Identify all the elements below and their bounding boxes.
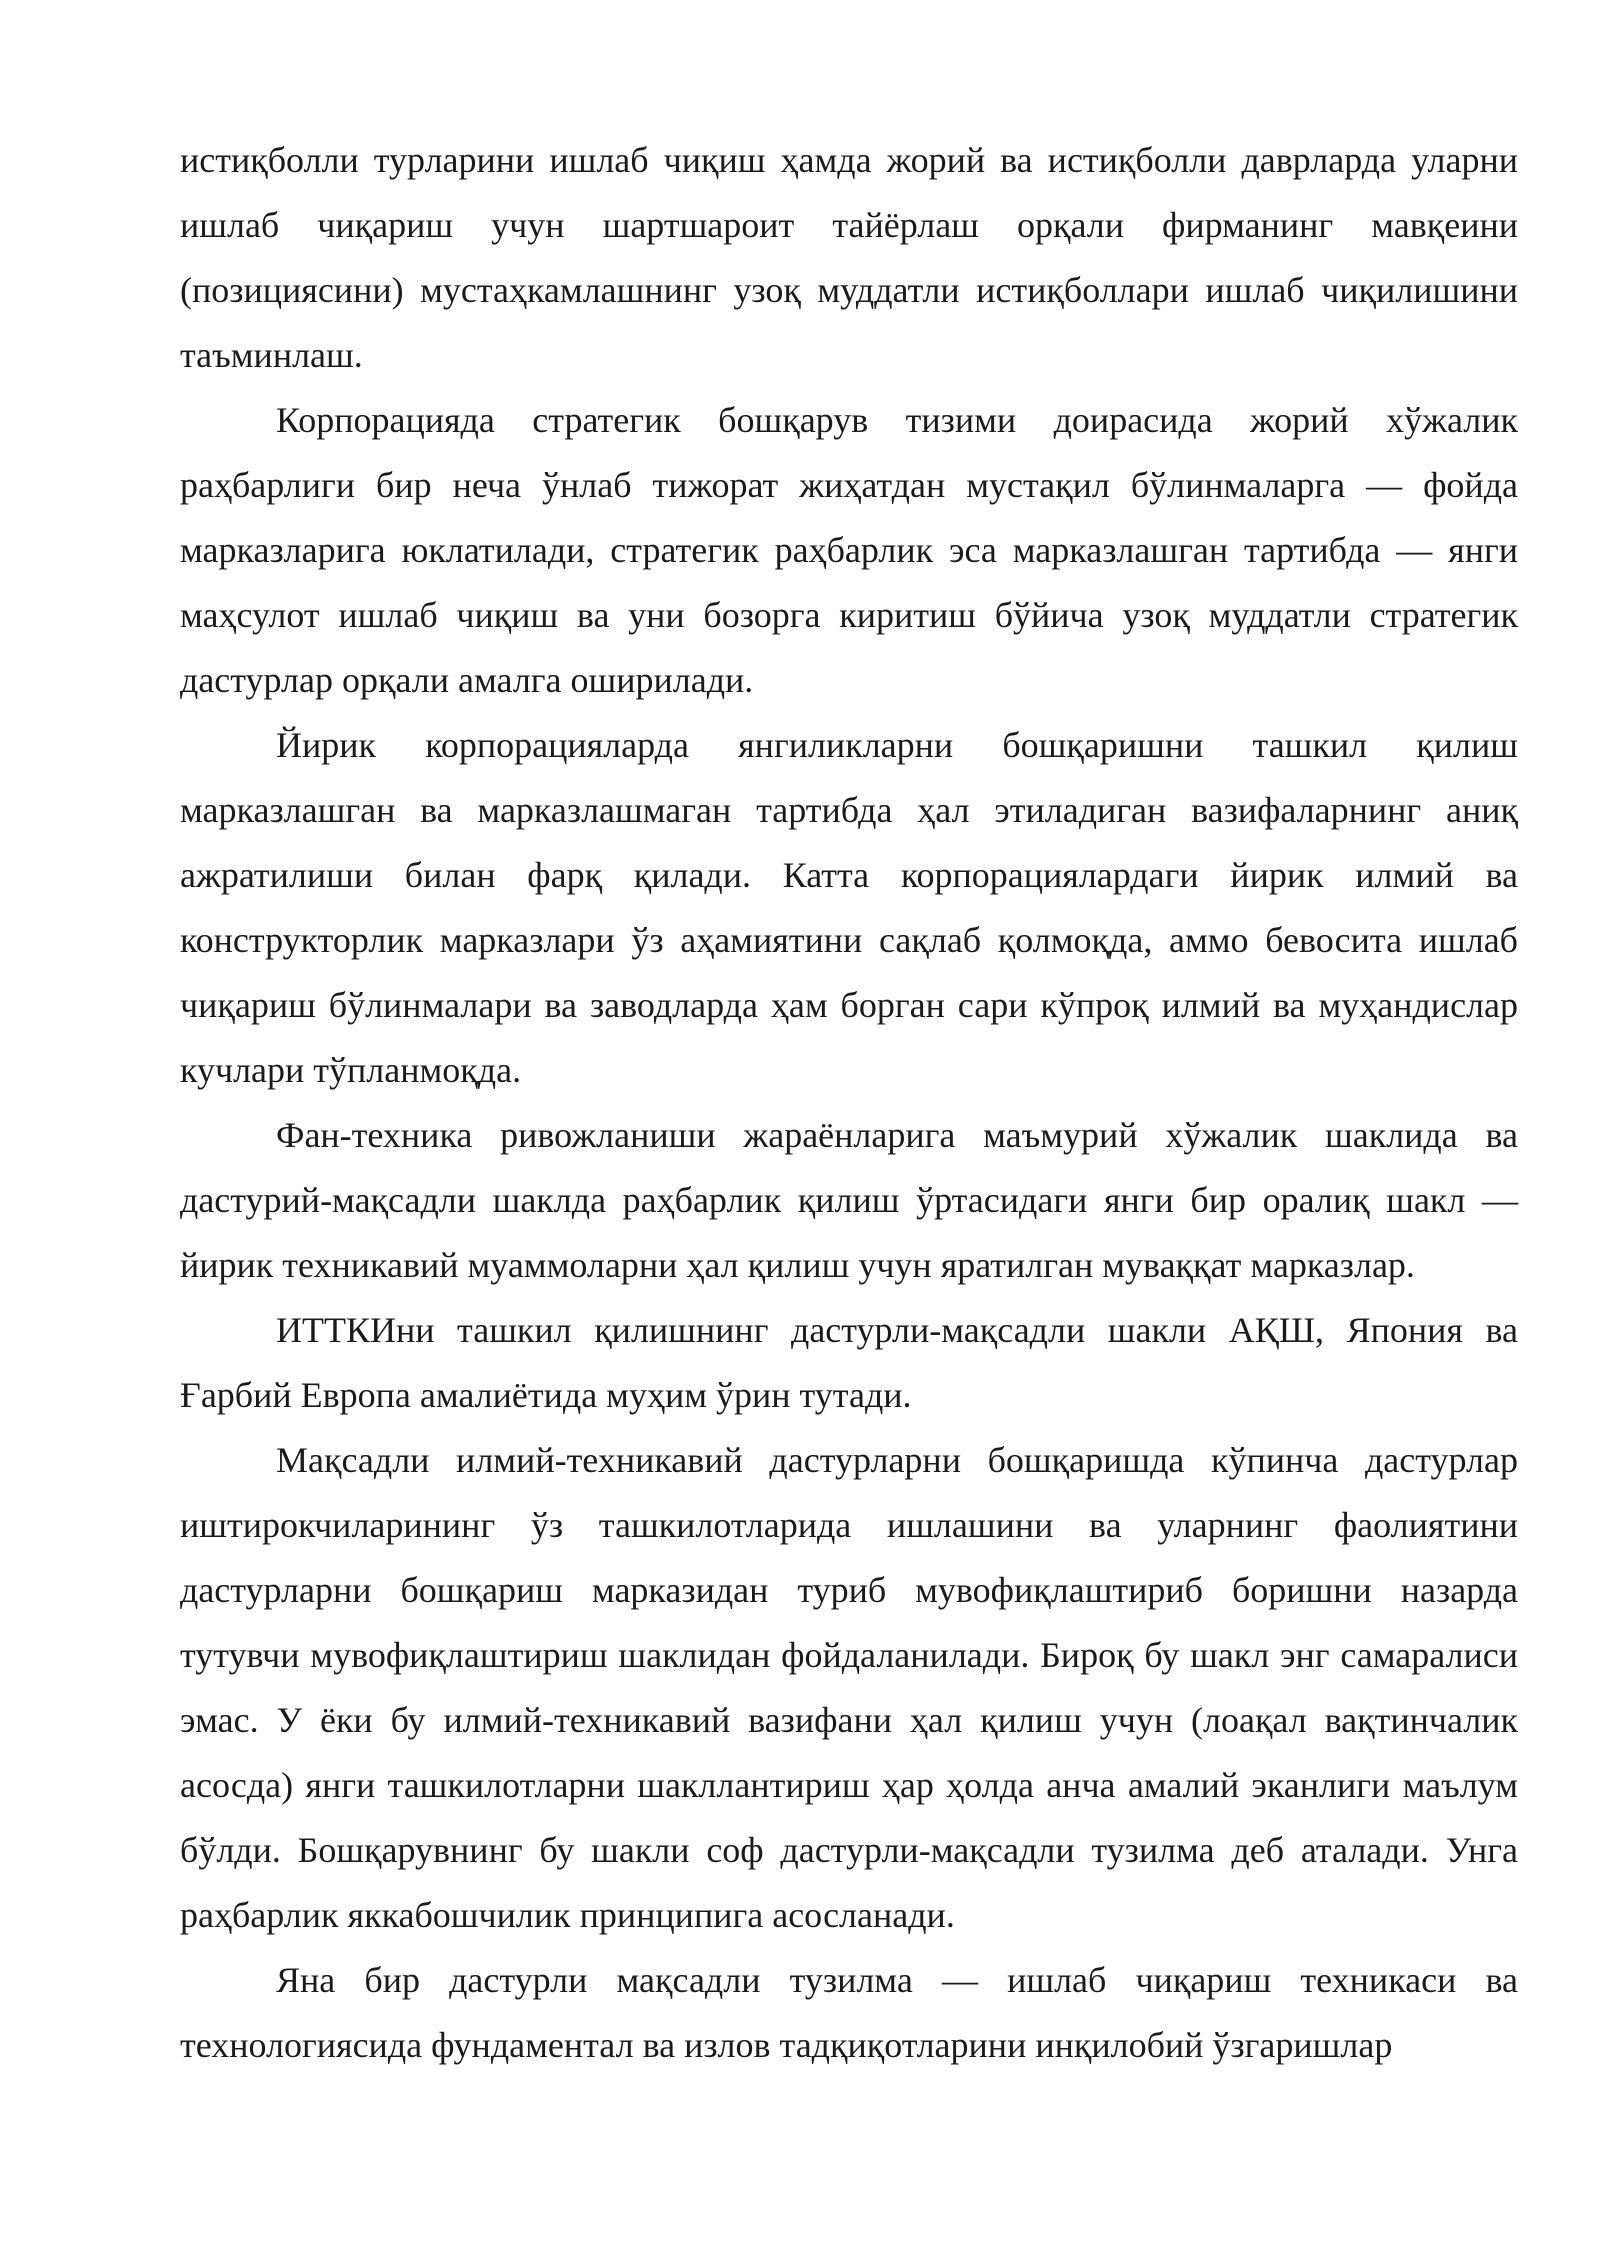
paragraph-coordination-form: Мақсадли илмий-техникавий дастурларни бошқаришда кўпинча дастурлар иштирокчиларининг ўз ташкилотларида ишлашини ва уларнинг фаолиятини дастурларни бошқариш марказидан туриб мувофиқлаштириб боришни назарда тутувчи мувофиқлаштириш шаклидан фойдаланилади. Бироқ бу шакл энг самаралиси эмас. У ёки бу илмий-техникавий вазифани ҳал қилиш учун (лоақал вақтинчалик асосда) янги ташкилотларни шакллантириш ҳар ҳолда анча амалий эканлиги маълум бўлди. Бошқарувнинг бу шакли соф дастурли-мақсадли тузилма деб аталади. Унга раҳбарлик яккабошчилик принципига асосланади.	[180, 1440, 1518, 1935]
paragraph-continuation: истиқболли турларини ишлаб чиқиш ҳамда жорий ва истиқболли даврларда уларни ишлаб чиқариш учун шартшароит тайёрлаш орқали фирманинг мавқеини (позициясини) мустаҳкамлашнинг узоқ муддатли истиқболлари ишлаб чиқилишини таъминлаш.	[180, 140, 1518, 375]
document-body	[180, 128, 1518, 2078]
paragraph-program-target-form: ИТТКИни ташкил қилишнинг дастурли-мақсадли шакли АҚШ, Япония ва Ғарбий Европа амалиётида муҳим ўрин тутади.	[180, 1310, 1518, 1415]
paragraph-temporary-centers: Фан-техника ривожланиши жараёнларига маъмурий хўжалик шаклида ва дастурий-мақсадли шаклда раҳбарлик қилиш ўртасидаги янги бир оралиқ шакл — йирик техникавий муаммоларни ҳал қилиш учун яратилган муваққат марказлар.	[180, 1115, 1518, 1285]
paragraph-another-structure: Яна бир дастурли мақсадли тузилма — ишлаб чиқариш техникаси ва технологиясида фундаментал ва излов тадқиқотларини инқилобий ўзгаришлар	[180, 1960, 1518, 2065]
paragraph-innovation-management: Йирик корпорацияларда янгиликларни бошқаришни ташкил қилиш марказлашган ва марказлашмаган тартибда ҳал этиладиган вазифаларнинг аниқ ажратилиши билан фарқ қилади. Катта корпорациялардаги йирик илмий ва конструкторлик марказлари ўз аҳамиятини сақлаб қолмоқда, аммо бевосита ишлаб чиқариш бўлинмалари ва заводларда ҳам борган сари кўпроқ илмий ва муҳандислар кучлари тўпланмоқда.	[180, 725, 1518, 1090]
paragraph-corporate-strategic-management: Корпорацияда стратегик бошқарув тизими доирасида жорий хўжалик раҳбарлиги бир неча ўнлаб тижорат жиҳатдан мустақил бўлинмаларга — фойда марказларига юклатилади, стратегик раҳбарлик эса марказлашган тартибда — янги маҳсулот ишлаб чиқиш ва уни бозорга киритиш бўйича узоқ муддатли стратегик дастурлар орқали амалга оширилади.	[180, 400, 1518, 700]
